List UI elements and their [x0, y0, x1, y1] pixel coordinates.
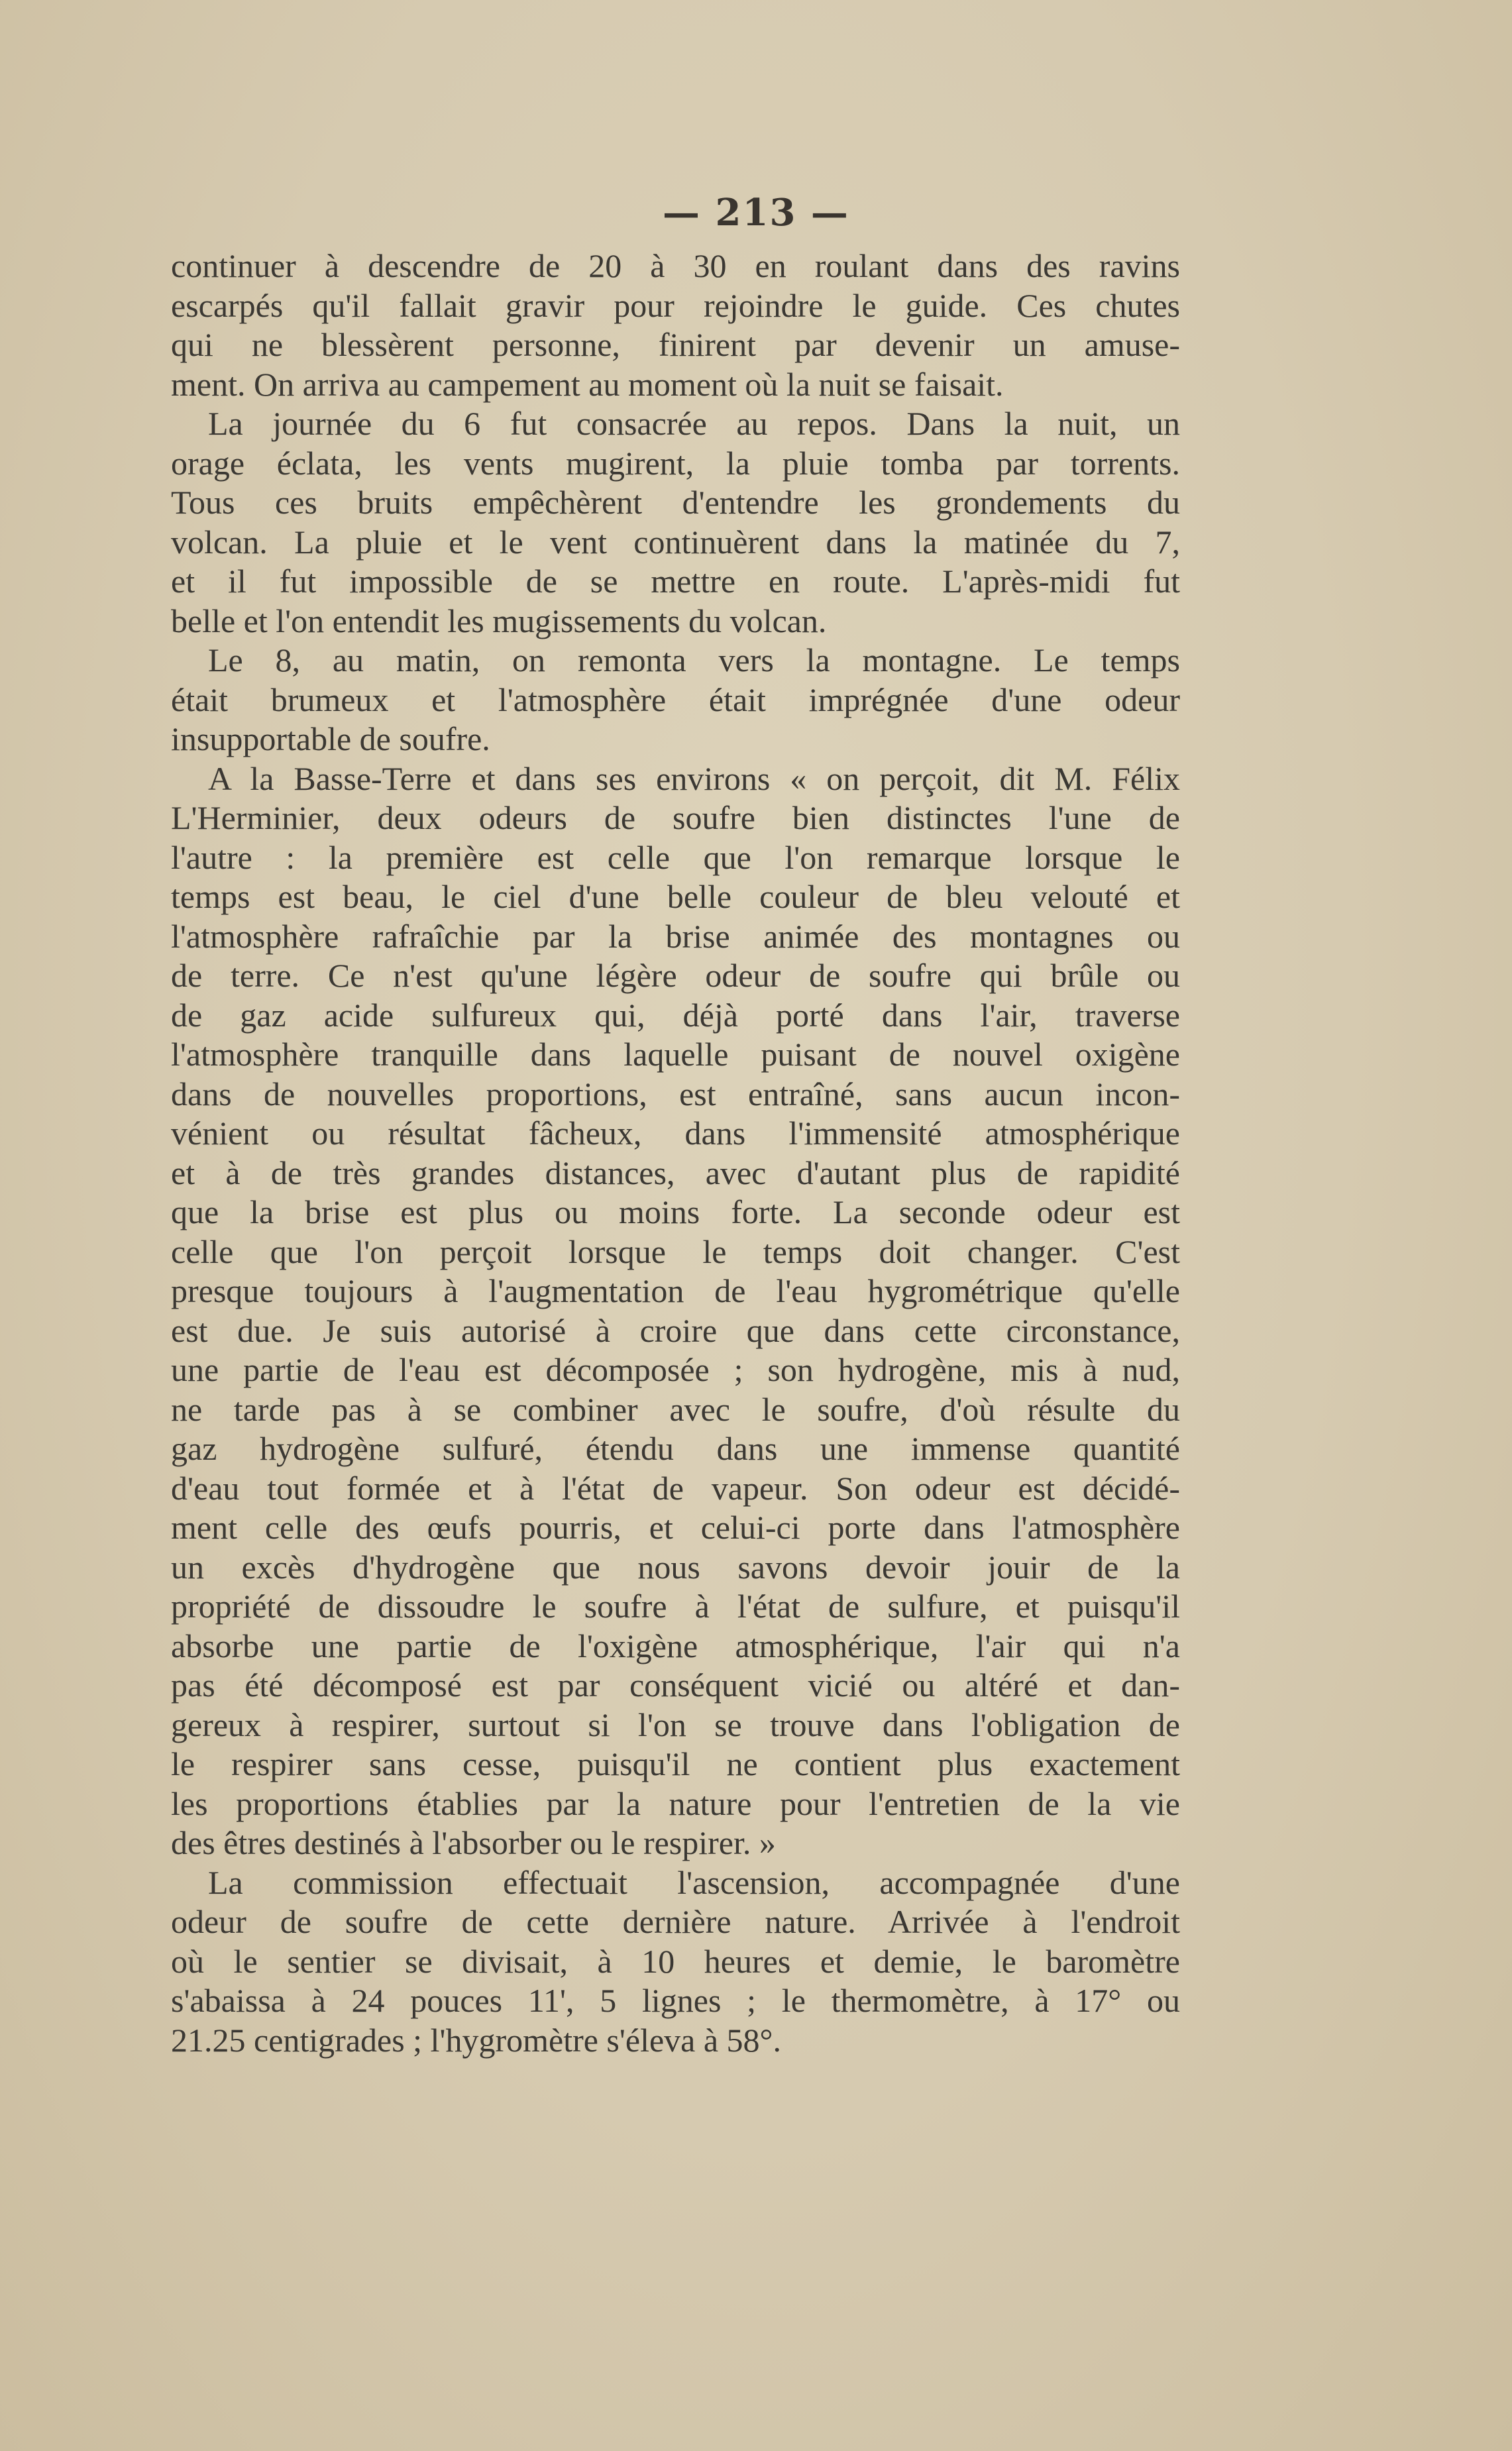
text-line: de gaz acide sulfureux qui, déjà porté dans l'air, traverse: [171, 996, 1180, 1034]
text-line: 21.25 centigrades ; l'hygromètre s'éleva à 58°.: [171, 2021, 782, 2059]
text-line: ment celle des œufs pourris, et celui-ci porte dans l'atmosphère: [171, 1509, 1180, 1546]
text-line: les proportions établies par la nature pour l'entretien de la vie: [171, 1784, 1180, 1822]
text-line: vénient ou résultat fâcheux, dans l'immensité atmosphérique: [171, 1115, 1180, 1152]
text-line: qui ne blessèrent personne, finirent par devenir un amuse-: [171, 326, 1180, 363]
text-line: insupportable de soufre.: [171, 720, 490, 757]
text-line: temps est beau, le ciel d'une belle couleur de bleu velouté et: [171, 878, 1180, 915]
text-line: orage éclata, les vents mugirent, la pluie tomba par torrents.: [171, 444, 1180, 482]
text-line: gereux à respirer, surtout si l'on se trouve dans l'obligation de: [171, 1706, 1180, 1743]
text-line: où le sentier se divisait, à 10 heures et demie, le baromètre: [171, 1942, 1180, 1980]
text-line: de terre. Ce n'est qu'une légère odeur de soufre qui brûle ou: [171, 957, 1180, 994]
text-line: La journée du 6 fut consacrée au repos. Dans la nuit, un: [208, 405, 1180, 442]
text-line: continuer à descendre de 20 à 30 en roulant dans des ravins: [171, 247, 1180, 284]
text-line: ment. On arriva au campement au moment où la nuit se faisait.: [171, 365, 1004, 403]
text-line: l'atmosphère rafraîchie par la brise animée des montagnes ou: [171, 917, 1180, 955]
text-line: ne tarde pas à se combiner avec le soufre, d'où résulte du: [171, 1390, 1180, 1428]
text-line: gaz hydrogène sulfuré, étendu dans une immense quantité: [171, 1430, 1180, 1467]
text-line: dans de nouvelles proportions, est entraîné, sans aucun incon-: [171, 1075, 1180, 1113]
text-line: celle que l'on perçoit lorsque le temps doit changer. C'est: [171, 1232, 1180, 1270]
text-line: absorbe une partie de l'oxigène atmosphérique, l'air qui n'a: [171, 1627, 1180, 1664]
text-line: pas été décomposé est par conséquent vicié ou altéré et dan-: [171, 1666, 1180, 1704]
text-line: volcan. La pluie et le vent continuèrent dans la matinée du 7,: [171, 523, 1180, 561]
text-line: A la Basse-Terre et dans ses environs « on perçoit, dit M. Félix: [208, 759, 1180, 797]
text-line: et à de très grandes distances, avec d'autant plus de rapidité: [171, 1154, 1180, 1191]
text-line: Le 8, au matin, on remonta vers la montagne. Le temps: [208, 641, 1180, 679]
text-line: était brumeux et l'atmosphère était imprégnée d'une odeur: [171, 681, 1180, 718]
text-line: une partie de l'eau est décomposée ; son hydrogène, mis à nud,: [171, 1351, 1180, 1388]
text-line: escarpés qu'il fallait gravir pour rejoindre le guide. Ces chutes: [171, 286, 1180, 324]
text-line: que la brise est plus ou moins forte. La seconde odeur est: [171, 1193, 1180, 1230]
text-line: Tous ces bruits empêchèrent d'entendre les grondements du: [171, 484, 1180, 521]
text-line: belle et l'on entendit les mugissements du volcan.: [171, 602, 827, 639]
text-line: le respirer sans cesse, puisqu'il ne contient plus exactement: [171, 1745, 1180, 1782]
text-line: presque toujours à l'augmentation de l'eau hygrométrique qu'elle: [171, 1272, 1180, 1309]
text-line: La commission effectuait l'ascension, accompagnée d'une: [208, 1863, 1180, 1901]
text-line: s'abaissa à 24 pouces 11', 5 lignes ; le thermomètre, à 17° ou: [171, 1982, 1180, 2019]
text-line: d'eau tout formée et à l'état de vapeur. Son odeur est décidé-: [171, 1469, 1180, 1507]
text-line: l'autre : la première est celle que l'on remarque lorsque le: [171, 838, 1180, 876]
text-line: L'Herminier, deux odeurs de soufre bien distinctes l'une de: [171, 799, 1180, 836]
text-line: des êtres destinés à l'absorber ou le respirer. »: [171, 1824, 776, 1861]
text-line: un excès d'hydrogène que nous savons devoir jouir de la: [171, 1548, 1180, 1586]
text-line: odeur de soufre de cette dernière nature. Arrivée à l'endroit: [171, 1903, 1180, 1940]
text-line: propriété de dissoudre le soufre à l'état de sulfure, et puisqu'il: [171, 1588, 1180, 1625]
body-text: [171, 246, 1180, 2060]
text-line: l'atmosphère tranquille dans laquelle puisant de nouvel oxigène: [171, 1036, 1180, 1073]
page-number: — 213 —: [663, 191, 849, 235]
text-line: et il fut impossible de se mettre en route. L'après-midi fut: [171, 563, 1180, 600]
text-line: est due. Je suis autorisé à croire que dans cette circonstance,: [171, 1311, 1180, 1349]
